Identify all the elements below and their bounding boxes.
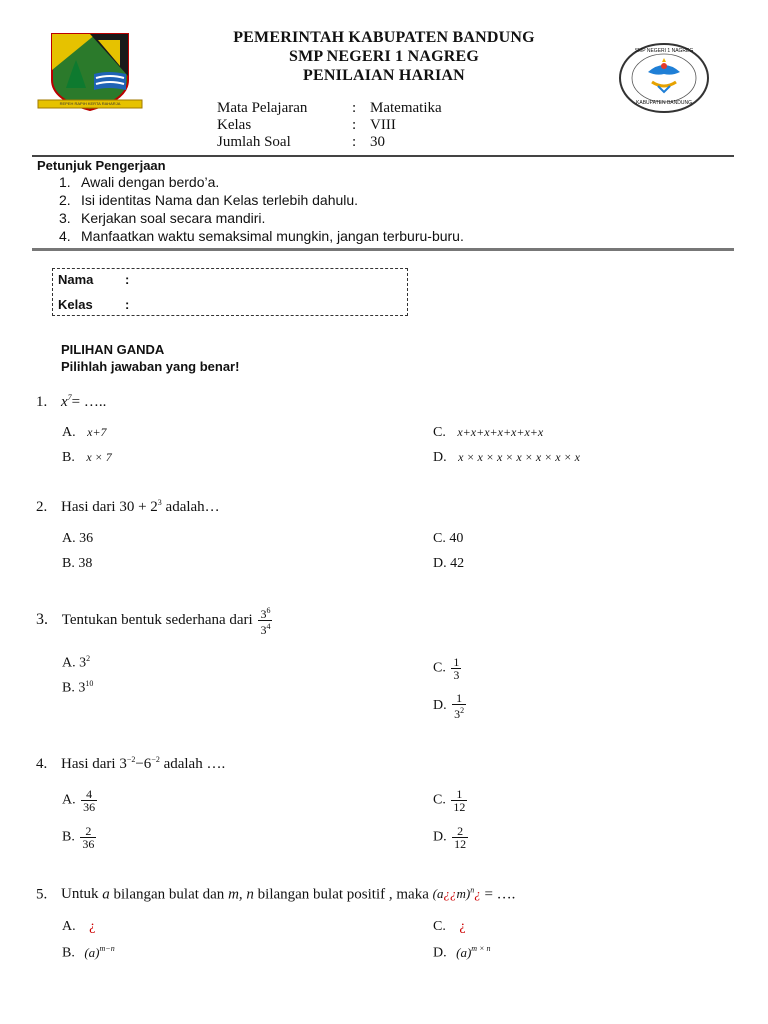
info-class-sep: : [352,117,357,133]
q3-option-b-exp: 10 [85,679,94,688]
instruction-item-4: Manfaatkan waktu semaksimal mungkin, jangan terburu-buru. [81,228,464,244]
info-subject-sep: : [352,100,357,116]
info-count-value: 30 [370,134,385,150]
q5-option-a[interactable] [62,919,95,935]
q3-option-a-exp: 2 [86,654,91,663]
q4-option-a-fraction: $\frac{4}{36}$ [83,787,96,814]
question-4-exp2: −2 [151,755,160,764]
header-line-2: SMP NEGERI 1 NAGREG [288,48,480,65]
q5-option-b-exp: m−n [99,944,115,953]
q4-option-b-label: B. [62,829,75,845]
question-2-number: 2. [36,499,48,515]
q4-option-d[interactable] [433,825,470,850]
q4-option-a[interactable] [62,788,99,813]
q2-option-d[interactable]: D. 42 [433,556,465,571]
question-2-text-after: adalah… [161,499,220,515]
q1-option-b-label: B. [62,450,75,465]
instruction-item-2: Isi identitas Nama dan Kelas terlebih dahulu. [81,192,359,208]
question-5-text-2: bilangan bulat dan [109,886,229,903]
instruction-number-3: 3. [59,210,71,226]
right-logo-bottom-text: KABUPATEN BANDUNG [636,100,692,106]
question-4-text-after: adalah …. [159,756,226,772]
kabupaten-bandung-logo [36,30,144,116]
q5-option-d-base: (a) [456,944,472,960]
q5-option-a-value: ¿ [89,919,96,934]
question-5-expression: (a¿¿m)$^n$¿ [432,886,481,902]
question-4 [36,755,225,773]
question-5-text-3: bilangan bulat positif , maka [253,886,433,903]
question-2-text: Hasi dari 30 + 2 [61,499,158,515]
question-1-number: 1. [36,394,48,410]
info-class-label: Kelas [217,117,252,133]
q1-option-d-label: D. [433,450,447,465]
question-5-text-1: Untuk [61,886,103,903]
q3-option-c-label: C. [433,660,446,676]
q3-option-d-fraction: $\frac{1}{3^2}$ [454,691,465,721]
question-2-exponent: 3 [157,498,162,507]
question-4-mid: −6 [135,756,152,772]
q3-option-d[interactable] [433,692,468,720]
info-subject-value: Matematika [370,100,442,116]
question-5-var-n: n [246,886,254,903]
instruction-number-4: 4. [59,228,71,244]
info-count-sep: : [352,134,357,150]
question-5-text-after: = …. [480,886,516,903]
header-line-1: PEMERINTAH KABUPATEN BANDUNG [233,29,535,46]
section-title: PILIHAN GANDA [61,342,165,357]
question-4-text: Hasi dari 3 [61,756,127,772]
q4-option-c[interactable] [433,788,469,813]
q4-option-c-fraction: $\frac{1}{12}$ [453,787,466,814]
q3-option-b-label: B. 3 [62,680,86,696]
question-1-text: = ….. [71,394,107,410]
header-line-3: PENILAIAN HARIAN [303,67,465,84]
q1-option-a[interactable] [62,425,107,441]
question-3 [36,605,274,636]
question-5-comma: , [238,886,247,903]
q1-option-c-label: C. [433,425,446,440]
identity-box [52,268,408,316]
instructions-title: Petunjuk Pengerjaan [37,158,166,173]
header-divider [32,155,734,157]
left-logo-caption: REPEH RAPIH KERTA RAHARJA [59,101,121,106]
name-label: Nama [58,272,94,287]
q1-option-a-label: A. [62,425,76,440]
q2-option-a[interactable]: A. 36 [62,531,94,546]
class-colon: : [125,297,130,312]
question-3-number: 3. [36,610,48,628]
question-5-var-a: a [102,886,110,903]
q4-option-b[interactable] [62,825,98,850]
info-count-label: Jumlah Soal [217,134,291,150]
q1-option-d-value: x × x × x × x × x × x × x [458,450,580,464]
q5-option-b[interactable] [62,944,115,962]
instruction-item-1: Awali dengan berdo’a. [81,174,220,190]
question-2 [36,498,220,516]
q2-option-b[interactable]: B. 38 [62,556,93,571]
q3-option-d-label: D. [433,698,447,714]
question-5-var-m: m [228,886,239,903]
q4-option-d-label: D. [433,829,447,845]
instructions-divider [32,248,734,251]
q4-option-b-fraction: $\frac{2}{36}$ [82,824,95,851]
q2-option-c[interactable]: C. 40 [433,531,464,546]
q4-option-a-label: A. [62,792,76,808]
q4-option-d-fraction: $\frac{2}{12}$ [454,824,467,851]
q1-option-c[interactable] [433,425,543,441]
section-subtitle: Pilihlah jawaban yang benar! [61,359,240,374]
q1-option-d[interactable] [433,450,580,466]
q1-option-c-value: x+x+x+x+x+x+x [457,425,544,439]
question-5 [36,886,515,903]
q5-option-d[interactable] [433,944,490,962]
q5-option-d-exp: m × n [471,944,491,953]
question-4-number: 4. [36,756,48,772]
question-5-number: 5. [36,886,48,903]
q5-option-c-value: ¿ [459,919,466,934]
q5-option-b-base: (a) [84,944,100,960]
instruction-number-2: 2. [59,192,71,208]
q5-option-d-label: D. [433,945,447,961]
q3-option-a[interactable] [62,654,90,672]
q1-variable: $x^7$ [61,393,72,410]
q3-option-c[interactable] [433,656,463,681]
info-class-value: VIII [370,117,396,133]
q3-option-b[interactable] [62,679,93,697]
q4-option-c-label: C. [433,792,446,808]
q5-option-c[interactable] [433,919,466,935]
instruction-item-3: Kerjakan soal secara mandiri. [81,210,266,226]
info-subject-label: Mata Pelajaran [217,100,308,116]
q5-option-a-label: A. [62,919,76,934]
q1-option-a-value: x+7 [87,425,107,439]
q3-option-c-fraction: $\frac{1}{3}$ [453,655,460,682]
q1-option-b[interactable] [62,450,112,466]
q5-option-b-label: B. [62,945,75,961]
question-4-exp1: −2 [126,755,136,764]
q1-option-b-value: x × 7 [86,450,112,464]
school-logo [618,42,710,114]
instruction-number-1: 1. [59,174,71,190]
question-3-text: Tentukan bentuk sederhana dari [61,611,253,628]
question-1 [36,393,106,411]
q3-option-a-label: A. 3 [62,655,87,671]
class-label: Kelas [58,297,93,312]
q5-option-c-label: C. [433,919,446,934]
question-3-fraction: $\frac{3^6}{3^4}$ [260,606,271,637]
name-colon: : [125,272,130,287]
right-logo-top-text: SMP NEGERI 1 NAGREG [634,48,694,54]
